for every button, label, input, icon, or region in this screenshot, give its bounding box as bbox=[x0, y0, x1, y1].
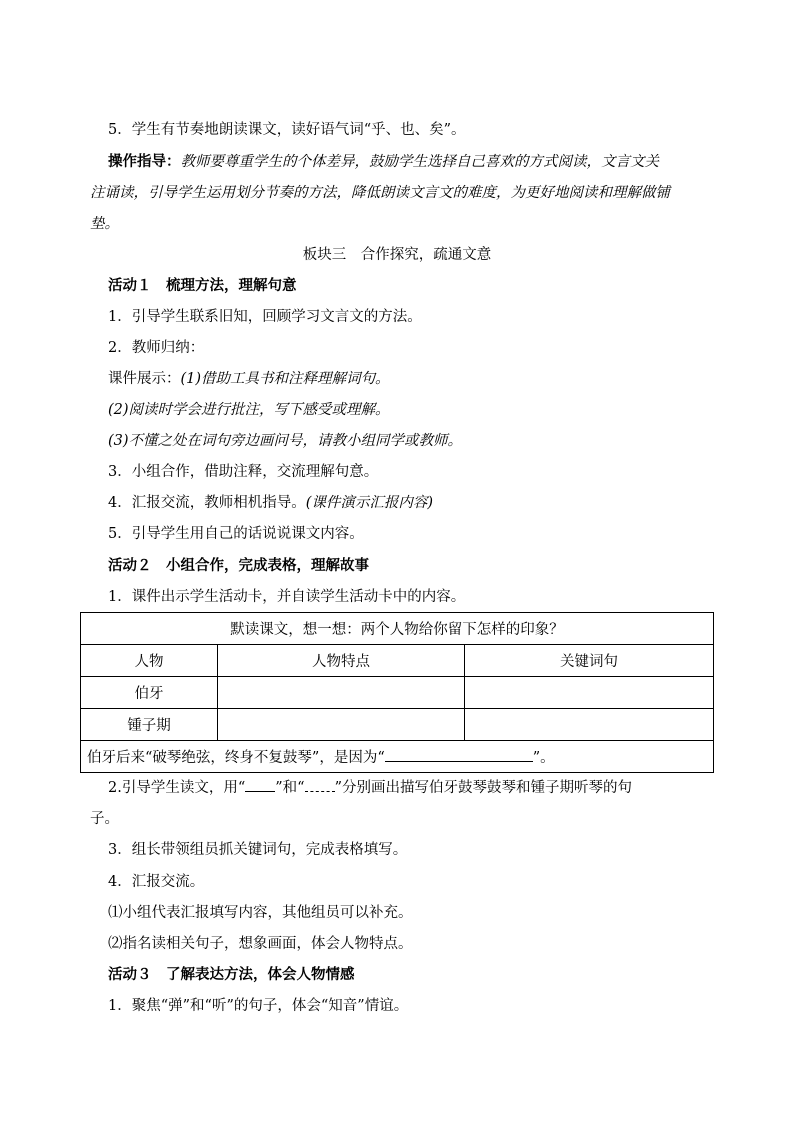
activity-2-step-2-a: 2.引导学生读文，用“ bbox=[108, 780, 246, 796]
activity-1-step-4-note: (课件演示汇报内容) bbox=[305, 495, 434, 511]
table-cell-boya-traits[interactable] bbox=[218, 677, 465, 709]
courseware-item-3: (3)不懂之处在词句旁边画问号，请教小组同学或教师。 bbox=[108, 433, 463, 449]
table-footer-text: 伯牙后来“破琴绝弦，终身不复鼓琴”，是因为“ bbox=[87, 750, 385, 766]
table-row-zhongziqi: 锺子期 bbox=[81, 709, 218, 741]
table-cell-zhongziqi-key[interactable] bbox=[465, 709, 714, 741]
table-header-traits: 人物特点 bbox=[218, 645, 465, 677]
activity-1-step-3: 3．小组合作，借助注释，交流理解句意。 bbox=[108, 464, 379, 480]
section-3-heading: 板块三 合作探究，疏通文意 bbox=[302, 247, 492, 263]
activity-1-step-4 bbox=[108, 494, 433, 512]
activity-2-step-4-1: ⑴小组代表汇报填写内容，其他组员可以补充。 bbox=[108, 905, 413, 921]
operation-guide-label: 操作指导： bbox=[108, 153, 181, 170]
straight-underline-sample bbox=[245, 791, 275, 792]
activity-1-step-1: 1．引导学生联系旧知，回顾学习文言文的方法。 bbox=[108, 309, 422, 325]
table-cell-boya-key[interactable] bbox=[465, 677, 714, 709]
activity-2-step-2-cont: 子。 bbox=[90, 811, 119, 827]
table-footer bbox=[81, 741, 714, 773]
activity-2-step-2-b: ”和“ bbox=[275, 780, 305, 796]
activity-card-table bbox=[80, 612, 714, 773]
activity-2-heading: 活动２ 小组合作，完成表格，理解故事 bbox=[108, 557, 369, 574]
operation-guide-text: 教师要尊重学生的个体差异，鼓励学生选择自己喜欢的方式阅读，文言文关 bbox=[180, 154, 659, 170]
fill-blank-line[interactable] bbox=[385, 761, 533, 762]
activity-1-heading: 活动１ 梳理方法，理解句意 bbox=[108, 277, 297, 294]
operation-guide-line2: 注诵读，引导学生运用划分节奏的方法，降低朗读文言文的难度，为更好地阅读和理解做铺 bbox=[90, 185, 670, 201]
activity-2-step-4-2: ⑵指名读相关句子，想象画面，体会人物特点。 bbox=[108, 936, 413, 952]
table-cell-zhongziqi-traits[interactable] bbox=[218, 709, 465, 741]
operation-guide-line3: 垫。 bbox=[90, 216, 119, 232]
table-title: 默读课文，想一想：两个人物给你留下怎样的印象？ bbox=[81, 613, 714, 645]
wavy-underline-sample bbox=[305, 791, 335, 792]
activity-2-step-2 bbox=[108, 779, 632, 797]
activity-2-step-4: 4．汇报交流。 bbox=[108, 874, 205, 890]
table-row-boya: 伯牙 bbox=[81, 677, 218, 709]
activity-2-step-1: 1．课件出示学生活动卡，并自读学生活动卡中的内容。 bbox=[108, 589, 466, 605]
activity-3-heading: 活动３ 了解表达方法，体会人物情感 bbox=[108, 966, 355, 983]
courseware-line1 bbox=[108, 370, 390, 388]
courseware-label: 课件展示： bbox=[108, 371, 181, 387]
activity-2-step-2-c: ”分别画出描写伯牙鼓琴鼓琴和锺子期听琴的句 bbox=[334, 780, 632, 796]
activity-1-step-5: 5．引导学生用自己的话说说课文内容。 bbox=[108, 526, 364, 542]
activity-1-step-2: 2．教师归纳： bbox=[108, 340, 205, 356]
operation-guide-line1 bbox=[108, 153, 659, 171]
table-header-person: 人物 bbox=[81, 645, 218, 677]
step-5: 5．学生有节奏地朗读课文，读好语气词“乎、也、矣”。 bbox=[108, 122, 466, 138]
courseware-item-1: (1)借助工具书和注释理解词句。 bbox=[180, 371, 390, 387]
activity-2-step-3: 3．组长带领组员抓关键词句，完成表格填写。 bbox=[108, 842, 408, 858]
table-footer-end: ”。 bbox=[532, 750, 555, 766]
courseware-item-2: (2)阅读时学会进行批注，写下感受或理解。 bbox=[108, 402, 390, 418]
activity-3-step-1: 1．聚焦“弹”和“听”的句子，体会“知音”情谊。 bbox=[108, 998, 409, 1014]
activity-1-step-4-text: 4．汇报交流，教师相机指导。 bbox=[108, 495, 306, 511]
table-header-key-sentences: 关键词句 bbox=[465, 645, 714, 677]
